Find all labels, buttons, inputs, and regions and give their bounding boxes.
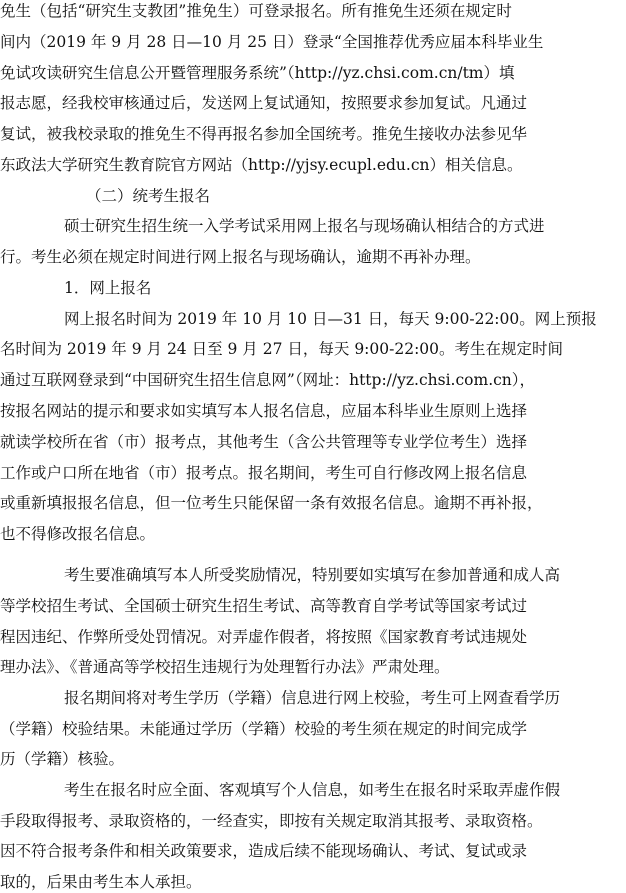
text-line: 免试攻读研究生信息公开暨管理服务系统”（http://yz.chsi.com.cn/tm）填 [0, 64, 515, 82]
text-line: 按报名网站的提示和要求如实填写本人报名信息，应届本科毕业生原则上选择 [0, 402, 528, 420]
paragraph-start: 硕士研究生招生统一入学考试采用网上报名与现场确认相结合的方式进 [64, 217, 545, 235]
text-line: 就读学校所在省（市）报考点，其他考生（含公共管理等专业学位考生）选择 [0, 433, 528, 451]
text-line: 等学校招生考试、全国硕士研究生招生考试、高等教育自学考试等国家考试过 [0, 597, 528, 615]
text-line: 免生（包括“研究生支教团”推免生）可登录报名。所有推免生还须在规定时 [0, 2, 512, 20]
text-line: 间内（2019 年 9 月 28 日—10 月 25 日）登录“全国推荐优秀应届本科毕业生 [0, 33, 544, 51]
text-line: 理办法》、《普通高等学校招生违规行为处理暂行办法》严肃处理。 [0, 658, 450, 676]
text-line: 复试，被我校录取的推免生不得再报名参加全国统考。推免生接收办法参见华 [0, 125, 528, 143]
paragraph-start: 网上报名时间为 2019 年 10 月 10 日—31 日，每天 9:00-22:00。网上预报 [64, 310, 597, 328]
text-line: 名时间为 2019 年 9 月 24 日至 9 月 27 日，每天 9:00-22:00。考生在规定时间 [0, 340, 564, 358]
section-heading: （二）统考生报名 [86, 187, 211, 205]
text-line: 工作或户口所在地省（市）报考点。报名期间，考生可自行修改网上报名信息 [0, 464, 528, 482]
text-line: 也不得修改报名信息。 [0, 525, 156, 543]
text-line: 报志愿，经我校审核通过后，发送网上复试通知，按照要求参加复试。凡通过 [0, 94, 528, 112]
text-line: 行。考生必须在规定时间进行网上报名与现场确认，逾期不再补办理。 [0, 248, 481, 266]
text-line: 或重新填报报名信息，但一位考生只能保留一条有效报名信息。逾期不再补报， [0, 494, 543, 512]
paragraph-start: 报名期间将对考生学历（学籍）信息进行网上校验，考生可上网查看学历 [64, 689, 561, 707]
text-line: 因不符合报考条件和相关政策要求，造成后续不能现场确认、考试、复试或录 [0, 842, 528, 860]
text-line: 通过互联网登录到“中国研究生招生信息网”（网址：http://yz.chsi.com.cn）， [0, 371, 536, 389]
paragraph-start: 考生要准确填写本人所受奖励情况，特别要如实填写在参加普通和成人高 [64, 566, 561, 584]
text-line: 手段取得报考、录取资格的，一经查实，即按有关规定取消其报考、录取资格。 [0, 812, 543, 830]
text-line: 程因违纪、作弊所受处罚情况。对弄虚作假者，将按照《国家教育考试违规处 [0, 628, 528, 646]
subsection-heading: 1．网上报名 [64, 279, 152, 297]
text-line: 历（学籍）核验。 [0, 750, 125, 768]
text-line: （学籍）校验结果。未能通过学历（学籍）校验的考生须在规定的时间完成学 [0, 720, 528, 738]
text-line: 取的，后果由考生本人承担。 [0, 873, 202, 891]
paragraph-start: 考生在报名时应全面、客观填写个人信息，如考生在报名时采取弄虚作假 [64, 781, 561, 799]
text-line: 东政法大学研究生教育院官方网站（http://yjsy.ecupl.edu.cn）相关信息。 [0, 156, 523, 174]
